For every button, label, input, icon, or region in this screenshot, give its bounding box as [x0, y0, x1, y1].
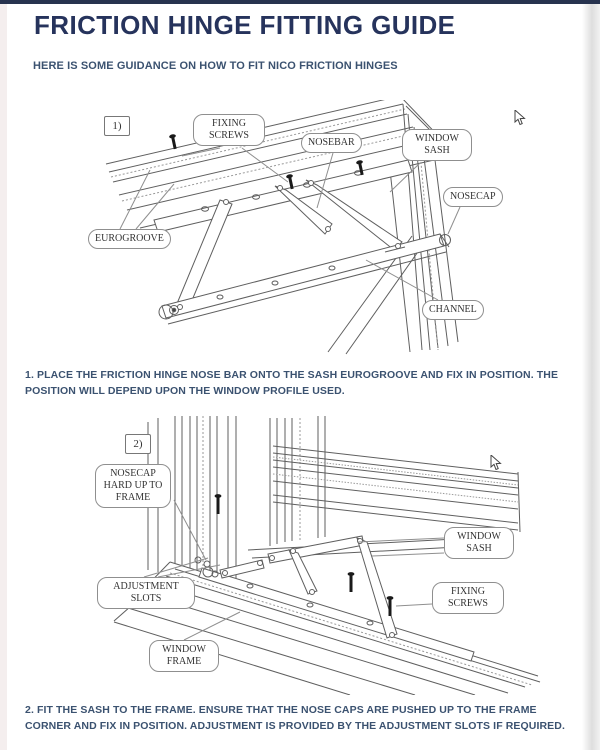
callout-nosecap-hard-up-to-frame: NOSECAP HARD UP TO FRAME: [95, 464, 171, 508]
callout-fixing-screws-2: FIXING SCREWS: [432, 582, 504, 614]
page-title: FRICTION HINGE FITTING GUIDE: [34, 10, 456, 40]
figure-2: [70, 410, 560, 695]
figure-1: [70, 100, 560, 358]
callout-window-sash-1: WINDOW SASH: [402, 129, 472, 161]
cursor-icon: [514, 110, 526, 126]
callout-nosebar: NOSEBAR: [301, 133, 362, 153]
page-right-edge: [582, 4, 600, 750]
top-bar: [0, 0, 600, 4]
callout-adjustment-slots: ADJUSTMENT SLOTS: [97, 577, 195, 609]
step-2-caption: 2. FIT THE SASH TO THE FRAME. ENSURE THAT THE NOSE CAPS ARE PUSHED UP TO THE FRAME CORNER AND FIX IN POSITION. ADJUSTMENT IS PROVIDED BY THE ADJUSTMENT SLOTS IF REQUIRED.: [25, 704, 565, 732]
figure-1-number: 1): [104, 116, 130, 136]
leader-lines-2: [144, 500, 444, 640]
callout-window-frame: WINDOW FRAME: [149, 640, 219, 672]
callout-eurogroove: EUROGROOVE: [88, 229, 171, 249]
page-subtitle: HERE IS SOME GUIDANCE ON HOW TO FIT NICO FRICTION HINGES: [33, 60, 398, 72]
callout-nosecap: NOSECAP: [443, 187, 503, 207]
cursor-icon: [490, 455, 502, 471]
figure-2-number: 2): [125, 434, 151, 454]
callout-window-sash-2: WINDOW SASH: [444, 527, 514, 559]
callout-fixing-screws-1: FIXING SCREWS: [193, 114, 265, 146]
step-1-caption: 1. PLACE THE FRICTION HINGE NOSE BAR ONTO THE SASH EUROGROOVE AND FIX IN POSITION. THE POSITION WILL DEPEND UPON THE WINDOW PROFILE USED.: [25, 369, 559, 397]
callout-channel: CHANNEL: [422, 300, 484, 320]
page-left-edge: [0, 4, 7, 750]
